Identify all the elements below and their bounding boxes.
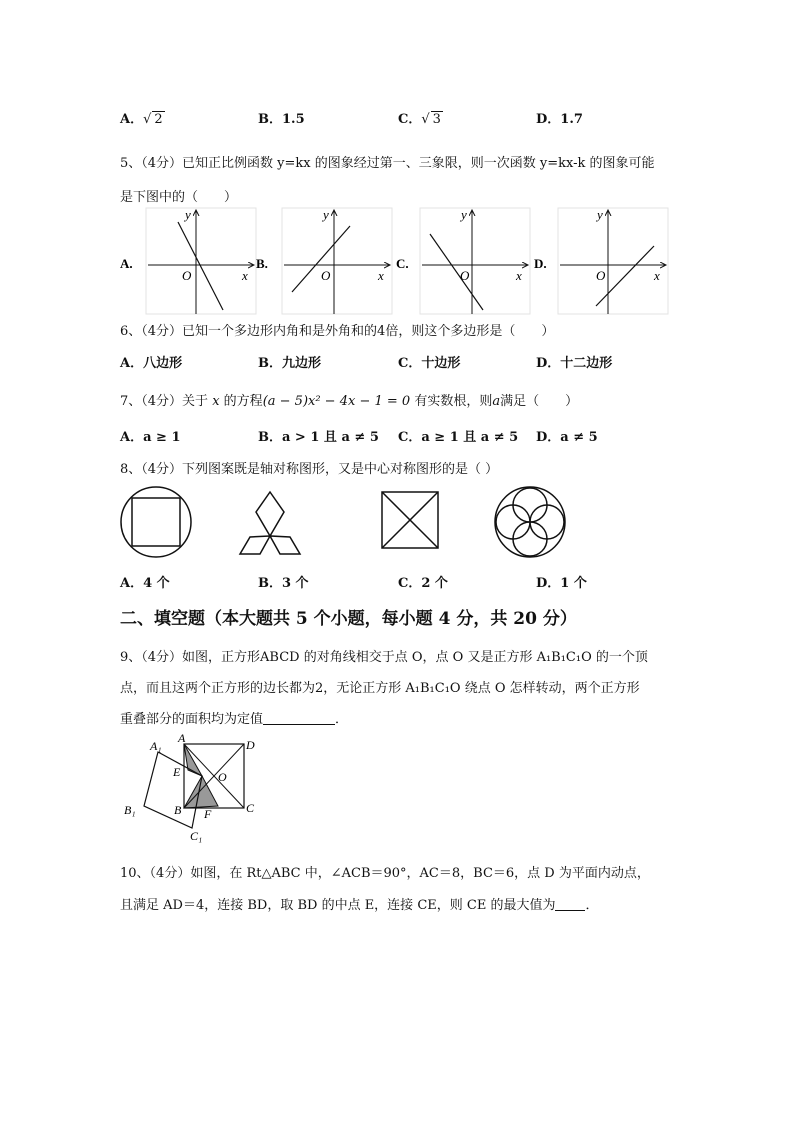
- q10-stem-end: ．: [585, 898, 599, 913]
- q4-option-b: [258, 108, 305, 127]
- q5-stem-line2: 是下图中的（ ）: [120, 190, 238, 205]
- x-axis-label: x: [654, 268, 660, 283]
- y-axis-label: y: [597, 207, 603, 222]
- q4-option-a: [120, 108, 165, 127]
- q6-stem: 6、（4分）已知一个多边形内角和是外角和的4倍，则这个多边形是（ ）: [120, 324, 555, 339]
- q9-figure: [118, 734, 268, 844]
- graph-c-line: [430, 234, 483, 310]
- y-axis-label: y: [323, 207, 329, 222]
- graph-b: [256, 207, 390, 314]
- q8-option-c: C．2 个: [398, 576, 448, 591]
- label-b1: B₁: [124, 803, 136, 817]
- origin-label: O: [182, 268, 192, 283]
- option-label: D．: [536, 112, 561, 127]
- label-c1: C₁: [190, 829, 203, 843]
- graph-a-line: [178, 222, 223, 310]
- x-axis-label: x: [516, 268, 522, 283]
- graph-frame: [146, 208, 256, 314]
- option-label: C．: [398, 112, 422, 127]
- q7-var-a: a: [492, 394, 501, 409]
- q9-stem-line2: 点，而且这两个正方形的边长都为2，无论正方形 A₁B₁C₁O 绕点 O 怎样转动，两个正方形: [120, 681, 640, 696]
- label-f: F: [204, 807, 212, 821]
- q7-option-d: D．a ≠ 5: [536, 430, 598, 445]
- q8-fig-square-diagonals: [382, 492, 438, 548]
- q10-answer-blank: [555, 897, 585, 911]
- graph-frame: [282, 208, 392, 314]
- q8-option-a: A．4 个: [120, 576, 170, 591]
- q6-option-d: D．十二边形: [536, 356, 613, 371]
- q7-stem-part: 7、（4分）关于: [120, 394, 209, 409]
- q9-stem-text: 重叠部分的面积均为定值: [120, 712, 264, 727]
- q6-option-c: C．十边形: [398, 356, 461, 371]
- origin-label: O: [596, 268, 606, 283]
- y-axis-label: y: [185, 207, 191, 222]
- q7-stem-part: 有实数根，则: [414, 394, 493, 409]
- sqrt-sign: √: [143, 112, 152, 127]
- x-axis-label: x: [242, 268, 248, 283]
- q6-option-a: A．八边形: [120, 356, 183, 371]
- graph-c: [396, 207, 528, 314]
- q8-fig-circle-petals: [495, 487, 565, 557]
- q6-option-b: B．九边形: [258, 356, 321, 371]
- label-o: O: [218, 770, 227, 784]
- option-label: A．: [120, 112, 144, 127]
- q9-stem-line1: 9、（4分）如图，正方形ABCD 的对角线相交于点 O，点 O 又是正方形 A₁B₁C₁O 的一个顶: [120, 650, 648, 665]
- q10-stem-text: 且满足 AD＝4，连接 BD，取 BD 的中点 E，连接 CE，则 CE 的最大值为: [120, 898, 556, 913]
- q9-stem-end: ．: [335, 712, 349, 727]
- q9-stem-line3: [120, 708, 348, 727]
- x-axis-label: x: [378, 268, 384, 283]
- label-c: C: [246, 801, 255, 815]
- q10-stem-line1: 10、（4分）如图，在 Rt△ABC 中，∠ACB＝90°，AC＝8，BC＝6，点 D 为平面内动点，: [120, 866, 650, 881]
- radicand: 3: [432, 112, 441, 127]
- graph-frame: [558, 208, 668, 314]
- graph-d-label: D.: [534, 256, 547, 271]
- graph-d: [534, 207, 666, 314]
- q7-option-a: A．a ≥ 1: [120, 430, 181, 445]
- q7-option-b: B．a > 1 且 a ≠ 5: [258, 430, 379, 445]
- origin-label: O: [321, 268, 331, 283]
- q4-option-c: [398, 108, 443, 127]
- q7-equation: (a − 5)x² − 4x − 1 = 0: [262, 394, 411, 409]
- label-a1: A₁: [150, 739, 162, 753]
- q8-stem: 8、（4分）下列图案既是轴对称图形，又是中心对称图形的是（ ）: [120, 462, 499, 477]
- q5-stem-line1: 5、（4分）已知正比例函数 y=kx 的图象经过第一、三象限，则一次函数 y=kx-k 的图象可能: [120, 156, 655, 171]
- q8-option-b: B．3 个: [258, 576, 309, 591]
- q4-option-d: [536, 108, 583, 127]
- q8-figures: [112, 484, 572, 564]
- graph-c-label: C.: [396, 256, 409, 271]
- q5-graphs: [118, 206, 678, 316]
- graph-a: [120, 207, 254, 314]
- label-e: E: [173, 765, 181, 779]
- section-title: 二、填空题（本大题共 5 个小题，每小题 4 分，共 20 分）: [120, 609, 577, 629]
- q7-stem-part: 的方程: [223, 394, 263, 409]
- q8-fig-rhombi: [240, 492, 300, 554]
- graph-a-label: A.: [120, 256, 133, 271]
- q7-option-c: C．a ≥ 1 且 a ≠ 5: [398, 430, 519, 445]
- q7-stem-part: 满足（ ）: [500, 394, 579, 409]
- q7-stem: [120, 390, 578, 409]
- graph-b-label: B.: [256, 256, 268, 271]
- q7-var-x: x: [212, 394, 220, 409]
- origin-label: O: [460, 268, 470, 283]
- sqrt-sign: √: [421, 112, 430, 127]
- option-value: 1.7: [560, 112, 583, 127]
- q10-stem-line2: [120, 894, 598, 913]
- label-a: A: [178, 734, 186, 745]
- q9-answer-blank: [263, 711, 335, 725]
- q8-option-d: D．1 个: [536, 576, 587, 591]
- option-value: 1.5: [282, 112, 305, 127]
- y-axis-label: y: [461, 207, 467, 222]
- label-d: D: [246, 738, 255, 752]
- option-label: B．: [258, 112, 282, 127]
- q8-fig-circle-square: [121, 487, 191, 557]
- radicand: 2: [154, 112, 163, 127]
- label-b: B: [174, 803, 182, 817]
